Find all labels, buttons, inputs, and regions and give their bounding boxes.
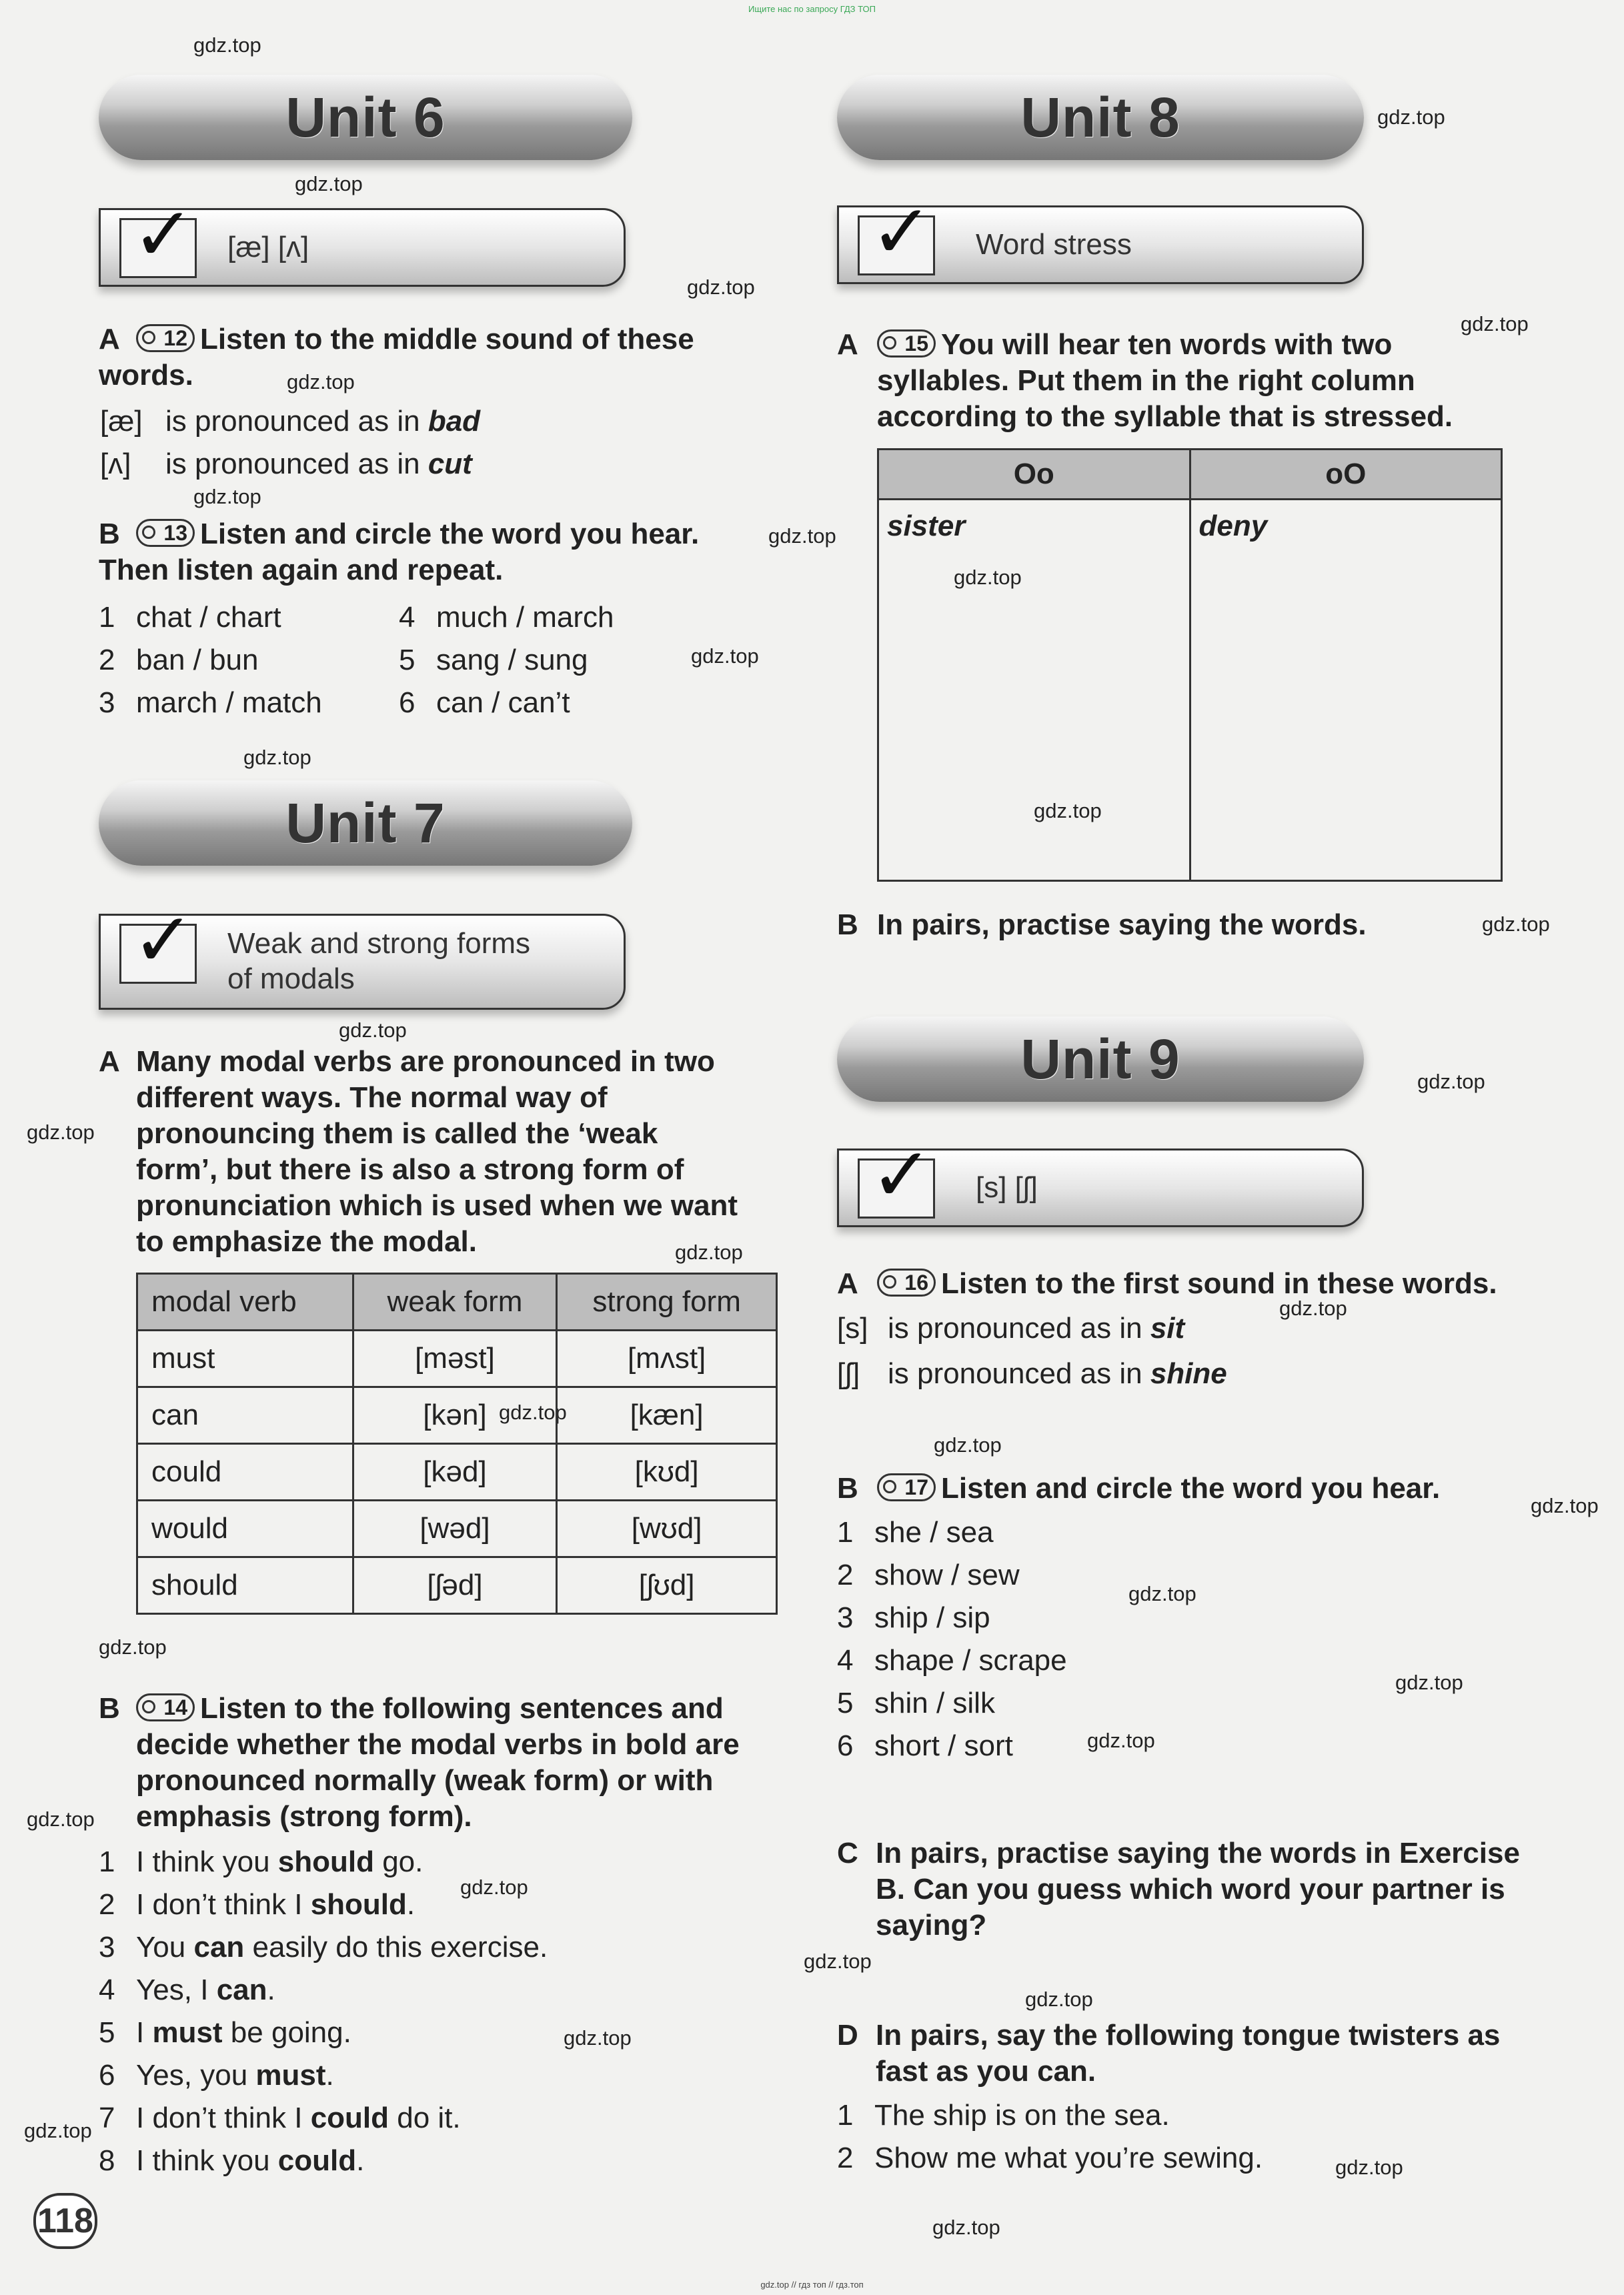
watermark: gdz.top [193,485,261,508]
item-text: march / match [136,686,322,719]
table-cell: [wəd] [353,1501,556,1557]
line-text: is pronounced as in [888,1357,1150,1390]
item-number: 1 [837,1516,854,1549]
item-text: I [136,2016,153,2049]
instruction: Listen to the first sound in these words. [941,1267,1497,1300]
topic-line: of modals [227,962,355,995]
table-cell: would [137,1501,353,1557]
table-row [878,500,1502,881]
unit6-title: Unit 6 [285,85,446,149]
table-cell: sister [878,500,1190,881]
audio-track-icon: 16 [877,1269,936,1297]
table-cell: must [137,1331,353,1387]
list-item [837,1554,1067,1597]
item-number: 2 [99,644,115,676]
item-number: 2 [99,1888,115,1921]
watermark: gdz.top [339,1018,407,1042]
watermark: gdz.top [1279,1297,1347,1320]
item-number: 4 [99,1974,115,2006]
line-text: is pronounced as in [165,448,428,480]
watermark: gdz.top [499,1401,567,1424]
watermark: gdz.top [1335,2156,1403,2179]
table-cell: [wʊd] [557,1501,777,1557]
item-text: The ship is on the sea. [874,2099,1170,2132]
item-number: 3 [99,1931,115,1964]
modal-bold: can [193,1931,245,1964]
watermark: gdz.top [1377,105,1445,129]
phoneme: [s] [837,1312,868,1345]
example-word: sit [1150,1312,1185,1345]
unit8-topic-banner [837,190,1364,284]
list-item [99,1969,792,2012]
item-number: 1 [99,1845,115,1878]
unit8-exercise-b [837,907,1504,943]
checkmark-icon: ✓ [132,898,195,982]
unit6-topic: [æ] [ʌ] [227,230,309,263]
list-item [837,1639,1067,1682]
modals-table [136,1273,778,1615]
item-text: do it. [389,2102,461,2134]
unit9-exercise-d [837,2018,1531,2090]
item-text: go. [373,1845,424,1878]
unit6-a-line [100,400,740,443]
unit9-topic: [s] [ʃ] [976,1171,1038,1204]
watermark: gdz.top [804,1950,872,1973]
unit9-banner [837,1016,1364,1102]
unit7-exercise-a [99,1044,739,1260]
item-text: . [356,2144,365,2177]
stress-table [877,448,1503,882]
unit7-banner [99,780,632,866]
item-text: Yes, you [136,2059,256,2092]
exercise-letter: B [837,1472,858,1505]
watermark: gdz.top [1482,912,1550,936]
list-item [99,2140,792,2182]
table-row [137,1444,777,1501]
watermark: gdz.top [295,172,363,195]
table-cell: [ʃʊd] [557,1557,777,1614]
unit9-d-list [837,2094,1263,2180]
item-number: 4 [399,601,416,634]
unit7-b-list [99,1841,792,2182]
list-item [99,2054,792,2097]
watermark: gdz.top [243,746,311,769]
checkmark-box [119,898,197,984]
watermark: gdz.top [287,370,355,394]
unit7-title: Unit 7 [285,791,446,854]
phoneme: [æ] [100,405,143,438]
item-number: 5 [837,1687,854,1719]
item-number: 4 [837,1644,854,1677]
list-item [399,596,614,639]
unit9-title: Unit 9 [1020,1027,1180,1090]
watermark: gdz.top [768,524,836,548]
exercise-letter: A [99,323,120,355]
instruction: Listen and circle the word you hear. [941,1472,1441,1505]
table-header-row [878,450,1502,500]
line-text: is pronounced as in [888,1312,1150,1345]
item-number: 5 [99,2016,115,2049]
item-number: 5 [399,644,416,676]
list-item [399,639,588,682]
example-word: shine [1150,1357,1227,1390]
watermark: gdz.top [1531,1494,1599,1517]
unit9-a-line [837,1307,1184,1350]
watermark: gdz.top [460,1875,528,1899]
table-row [137,1331,777,1387]
unit7-topic [227,916,530,1008]
instruction: Listen to the following sentences and decide whether the modal verbs in bold are pronounced normally (weak form) or with emphasis (strong form). [136,1692,740,1833]
exercise-letter: A [837,1267,858,1300]
table-header-row [137,1274,777,1331]
exercise-letter: B [99,518,120,550]
watermark: gdz.top [24,2119,92,2142]
audio-track-icon: 15 [877,329,936,357]
watermark: gdz.top [687,275,755,299]
column-header: modal verb [137,1274,353,1331]
table-cell: [ʃəd] [353,1557,556,1614]
modal-bold: must [255,2059,326,2092]
table-row [137,1557,777,1614]
audio-track-icon: 13 [136,519,195,547]
table-cell: [mʌst] [557,1331,777,1387]
exercise-letter: B [99,1692,120,1725]
item-text: shin / silk [874,1687,995,1719]
checkmark-box [858,1133,935,1219]
watermark: gdz.top [675,1241,743,1264]
item-text: show / sew [874,1559,1020,1591]
column-header: oO [1190,450,1502,500]
modal-bold: can [216,1974,267,2006]
unit8-banner [837,75,1364,160]
table-cell: [kʊd] [557,1444,777,1501]
item-text: Yes, I [136,1974,217,2006]
instruction: Many modal verbs are pronounced in two different ways. The normal way of pronouncing them is called the ‘weak form’, but there is also a strong form of pronunciation which is used when we want to emphasize the modal. [136,1045,738,1258]
unit7-exercise-b [99,1691,792,1835]
checkmark-icon: ✓ [870,190,933,273]
modal-bold: should [310,1888,407,1921]
phoneme: [ʌ] [100,448,131,480]
watermark: gdz.top [27,1807,95,1831]
item-text: sang / sung [436,644,588,676]
instruction: Listen and circle the word you hear. Then listen again and repeat. [99,518,700,586]
table-cell: should [137,1557,353,1614]
audio-track-icon: 17 [877,1473,936,1501]
list-item [99,2012,792,2054]
watermark: gdz.top [932,2216,1000,2239]
watermark: gdz.top [691,644,759,668]
example-word: cut [428,448,472,480]
table-cell: deny [1190,500,1502,881]
column-header: Oo [878,450,1190,500]
unit6-banner [99,75,632,160]
unit6-exercise-b [99,516,752,588]
modal-bold: must [152,2016,223,2049]
unit9-topic-banner [837,1133,1364,1227]
checkmark-icon: ✓ [132,193,195,276]
watermark: gdz.top [954,566,1022,589]
modal-bold: could [310,2102,389,2134]
unit8-topic: Word stress [976,227,1132,261]
unit9-exercise-b [837,1471,1517,1507]
table-row [137,1387,777,1444]
item-text: I think you [136,1845,278,1878]
list-item [837,2137,1263,2180]
column-header: weak form [353,1274,556,1331]
modal-bold: should [277,1845,374,1878]
watermark: gdz.top [564,2026,632,2050]
list-item [837,1597,1067,1639]
instruction: In pairs, say the following tongue twisters as fast as you can. [876,2019,1501,2088]
list-item [399,682,570,724]
item-text: easily do this exercise. [244,1931,548,1964]
instruction: In pairs, practise saying the words. [877,908,1367,941]
unit9-a-line [837,1353,1227,1395]
page-number: 118 [33,2193,97,2249]
table-row [137,1501,777,1557]
item-text: chat / chart [136,601,281,634]
list-item [99,1883,792,1926]
item-text: ban / bun [136,644,259,676]
item-text: shape / scrape [874,1644,1067,1677]
list-item [99,1926,792,1969]
watermark: gdz.top [1034,799,1102,822]
item-number: 2 [837,2142,854,2174]
column-header: strong form [557,1274,777,1331]
item-text: I think you [136,2144,278,2177]
item-number: 2 [837,1559,854,1591]
item-text: . [267,1974,275,2006]
item-number: 7 [99,2102,115,2134]
table-cell: [kæn] [557,1387,777,1444]
table-cell: [məst] [353,1331,556,1387]
footer-note: gdz.top // гдз топ // гдз.топ [760,2280,864,2290]
checkmark-box [858,190,935,275]
table-cell: could [137,1444,353,1501]
exercise-letter: D [837,2019,858,2052]
exercise-letter: B [837,908,858,941]
item-number: 3 [99,686,115,719]
exercise-letter: A [837,328,858,361]
watermark: gdz.top [1461,312,1529,335]
item-text: ship / sip [874,1601,990,1634]
list-item [837,1725,1067,1767]
audio-track-icon: 14 [136,1693,195,1721]
line-text: is pronounced as in [165,405,428,438]
phoneme: [ʃ] [837,1357,860,1390]
item-number: 3 [837,1601,854,1634]
table-cell: [kən] [353,1387,556,1444]
unit8-title: Unit 8 [1020,85,1180,149]
watermark: gdz.top [193,33,261,57]
exercise-letter: C [837,1837,858,1869]
item-text: I don’t think I [136,2102,311,2134]
list-item [99,1841,792,1883]
table-cell: [kəd] [353,1444,556,1501]
item-text: short / sort [874,1729,1013,1762]
topic-line: Weak and strong forms [227,927,531,960]
item-number: 1 [837,2099,854,2132]
item-text: Show me what you’re sewing. [874,2142,1263,2174]
watermark: gdz.top [1128,1582,1196,1605]
table-cell: can [137,1387,353,1444]
audio-track-icon: 12 [136,324,195,352]
item-text: . [325,2059,334,2092]
exercise-letter: A [99,1045,120,1078]
item-text: . [406,1888,416,1921]
list-item [837,2094,1263,2137]
list-item [99,682,322,724]
unit6-a-line [100,443,740,486]
checkmark-icon: ✓ [870,1133,933,1217]
checkmark-box [119,193,197,278]
watermark: gdz.top [27,1120,95,1144]
list-item [837,1682,1067,1725]
item-number: 6 [837,1729,854,1762]
item-text: can / can’t [436,686,570,719]
list-item [837,1511,1067,1554]
instruction: In pairs, practise saying the words in Exercise B. Can you guess which word your partner is saying? [876,1837,1520,1942]
unit9-exercise-c [837,1835,1531,1944]
item-text: much / march [436,601,614,634]
unit7-topic-banner [99,898,626,1010]
list-item [99,596,281,639]
unit6-topic-banner [99,193,626,287]
header-note: Ищите нас по запросу ГДЗ ТОП [748,4,876,14]
item-number: 6 [99,2059,115,2092]
watermark: gdz.top [1025,1988,1093,2011]
watermark: gdz.top [1417,1070,1485,1093]
watermark: gdz.top [934,1433,1002,1457]
modal-bold: could [277,2144,357,2177]
item-number: 6 [399,686,416,719]
item-number: 1 [99,601,115,634]
item-text: be going. [222,2016,351,2049]
instruction: Listen to the middle sound of these words. [99,323,694,392]
item-number: 8 [99,2144,115,2177]
list-item [99,639,259,682]
watermark: gdz.top [1395,1671,1463,1694]
instruction: You will hear ten words with two syllables. Put them in the right column according to the syllable that is stressed. [877,328,1453,433]
item-text: she / sea [874,1516,994,1549]
item-text: You [136,1931,194,1964]
unit9-exercise-a [837,1266,1517,1302]
unit6-exercise-a [99,321,739,394]
watermark: gdz.top [99,1635,167,1659]
unit9-b-list [837,1511,1067,1767]
watermark: gdz.top [1087,1729,1155,1752]
list-item [99,2097,792,2140]
item-text: I don’t think I [136,1888,311,1921]
unit8-exercise-a [837,327,1504,435]
example-word: bad [428,405,481,438]
